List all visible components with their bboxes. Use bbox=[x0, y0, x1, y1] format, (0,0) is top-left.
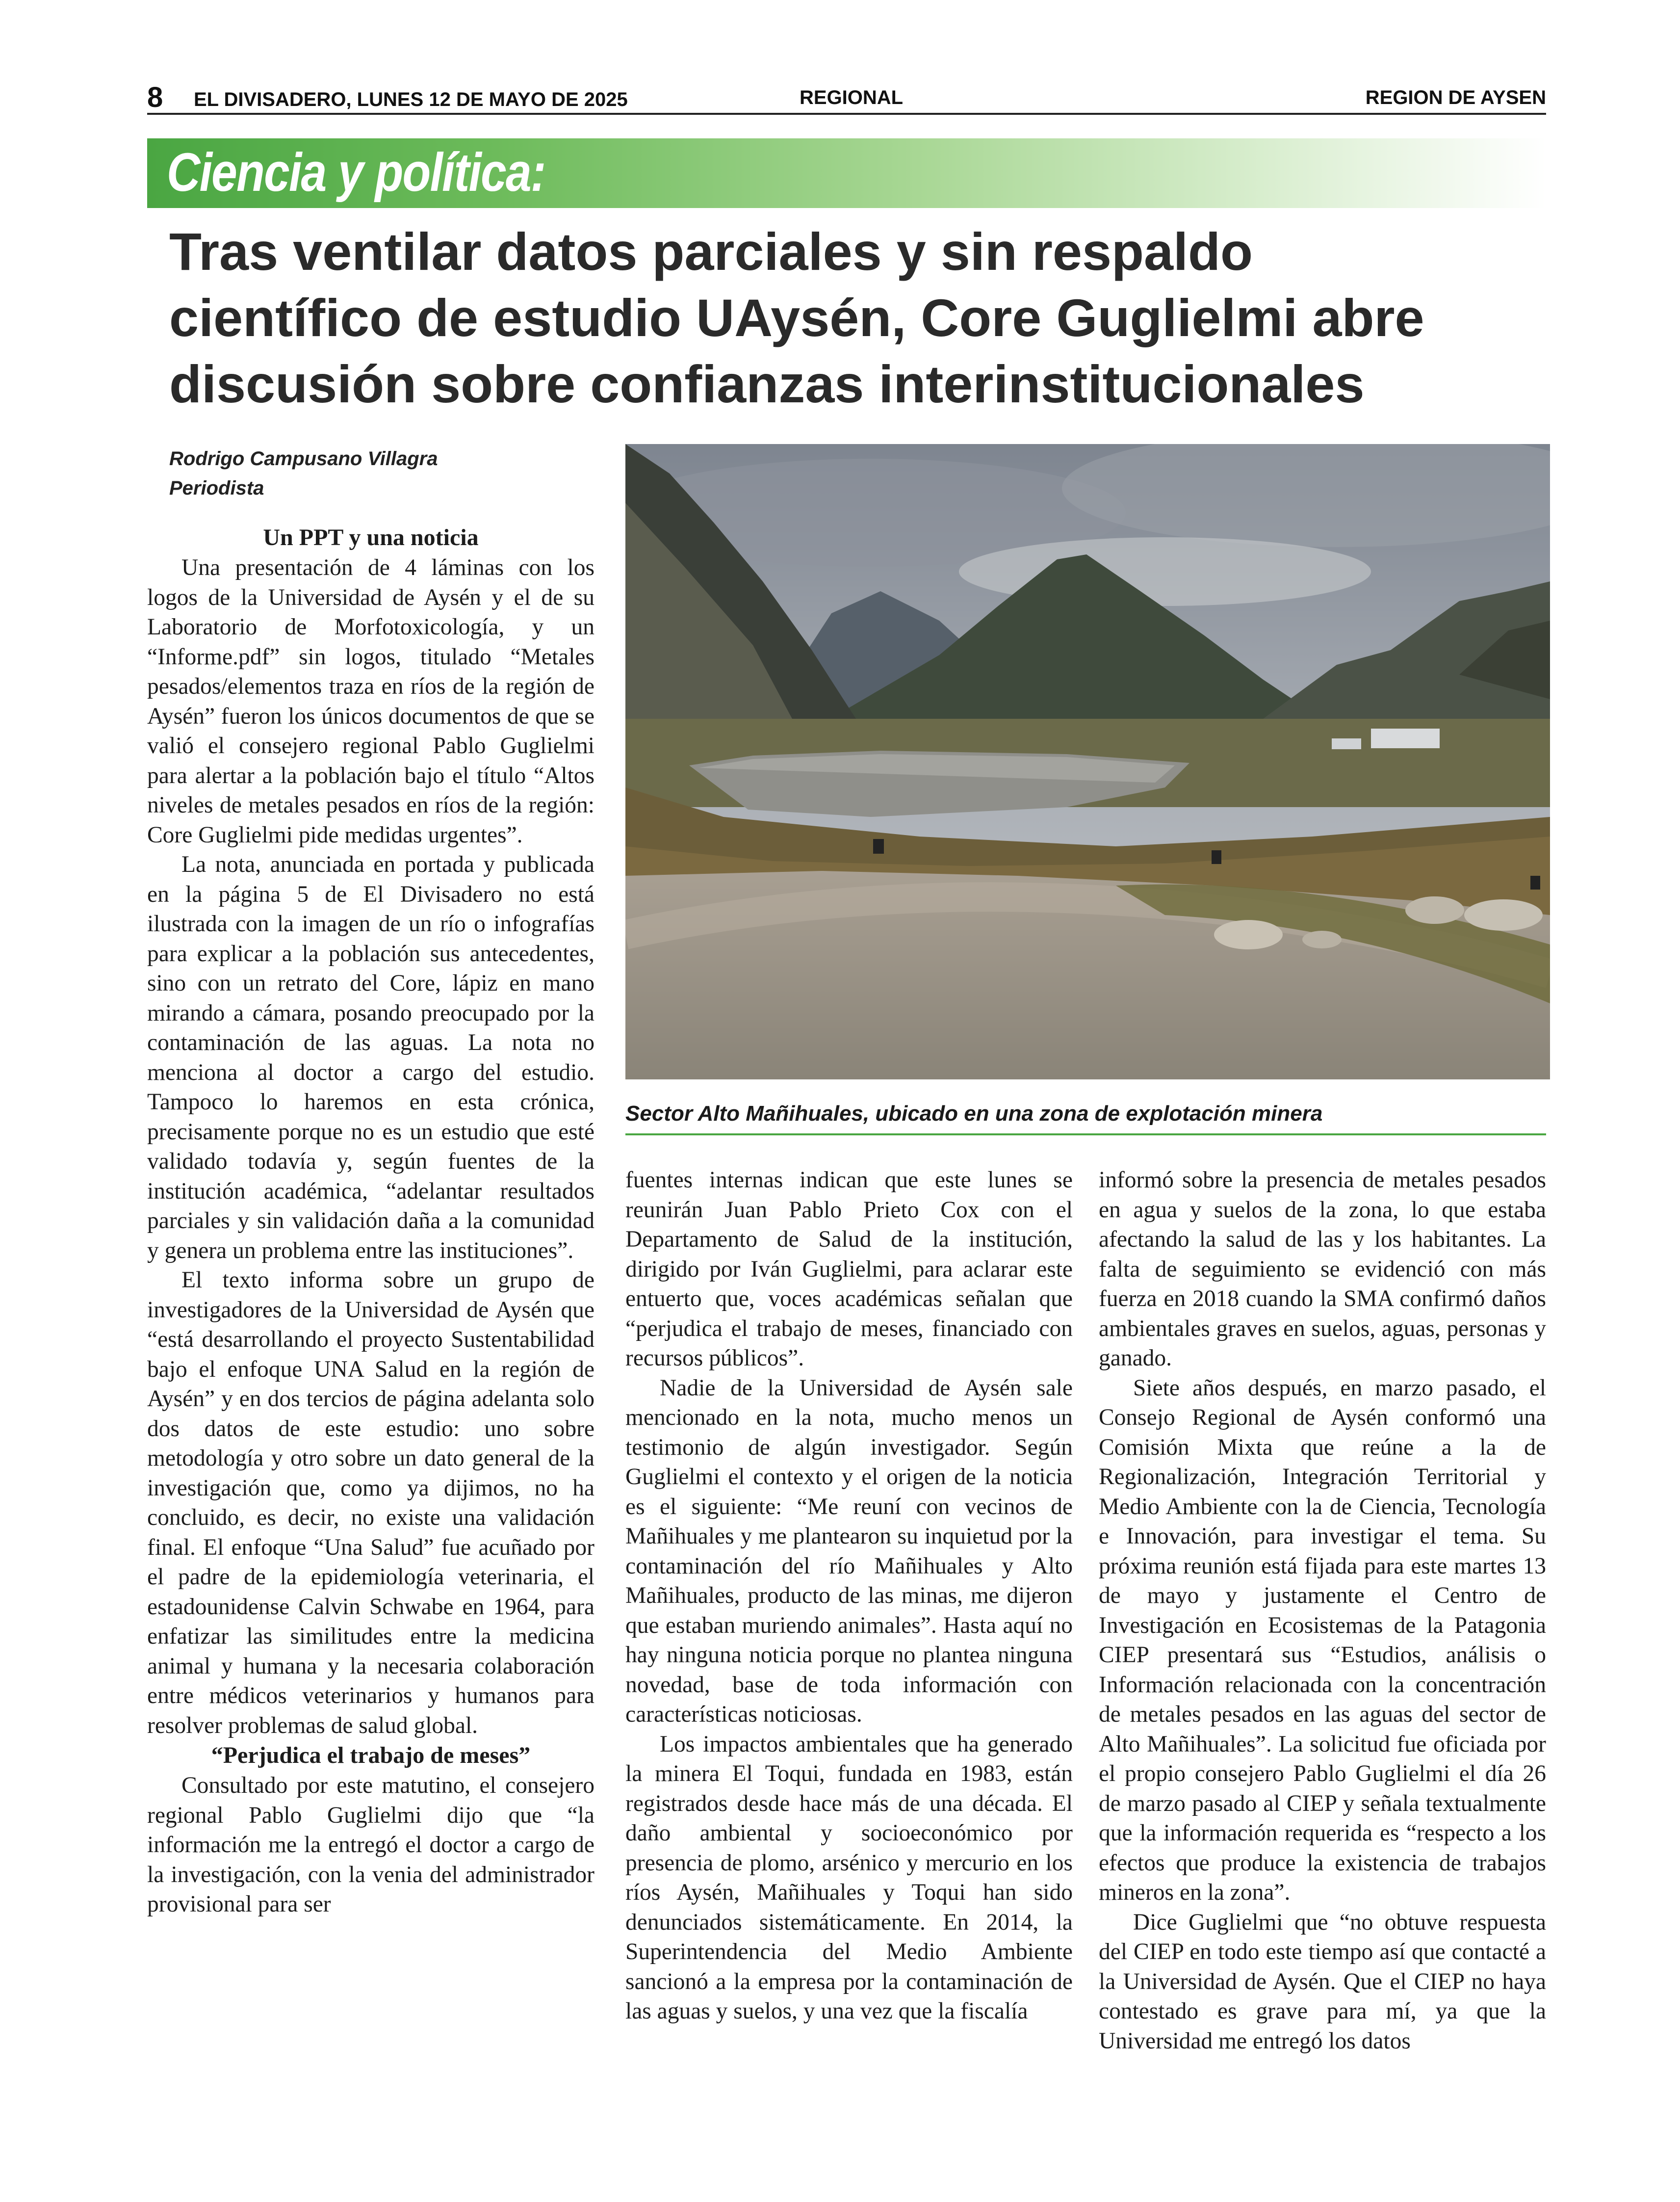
headline bbox=[169, 218, 1533, 417]
kicker: Ciencia y política: bbox=[167, 142, 545, 203]
paragraph: Consultado por este matutino, el consejero regional Pablo Guglielmi dijo que “la información me la entregó el doctor a cargo de la investigación, con la venia del administrador provisional para ser bbox=[147, 1773, 594, 1917]
kicker-band bbox=[147, 138, 1546, 208]
paragraph: La nota, anunciada en portada y publicada en la página 5 de El Divisadero no está ilustrada con la imagen de un río o infografías para explicar a la población sus antecedentes, sino con un retrato del Core, lápiz en mano mirando a cámara, posando preocupado por la contaminación de las aguas. La nota no menciona al doctor a cargo del estudio. Tampoco lo haremos en esta crónica, precisamente porque no es un estudio que esté validado todavía y, según fuentes de la institución académica, “adelantar resultados parciales y sin validación daña a la comunidad y genera un problema entre las instituciones”. bbox=[147, 852, 594, 1263]
paragraph: El texto informa sobre un grupo de investigadores de la Universidad de Aysén que “está desarrollando el proyecto Sustentabilidad bajo el enfoque UNA Salud en la región de Aysén” y en dos tercios de página adelanta solo dos datos de este estudio: uno sobre metodología y otro sobre un dato general de la investigación que, como ya dijimos, no ha concluido, es decir, no existe una validación final. El enfoque “Una Salud” fue acuñado por el padre de la epidemiología veterinaria, el estadounidense Calvin Schwabe en 1964, para enfatizar las similitudes entre la medicina animal y humana y la necesaria colaboración entre médicos veterinarios y humanos para resolver problemas de salud global. bbox=[147, 1267, 594, 1738]
page-header bbox=[147, 81, 1546, 115]
newspaper-date: EL DIVISADERO, LUNES 12 DE MAYO DE 2025 bbox=[194, 89, 628, 110]
subhead: “Perjudica el trabajo de meses” bbox=[211, 1742, 531, 1768]
headline-line-1: Tras ventilar datos parciales y sin respaldo bbox=[169, 222, 1253, 281]
paragraph: informó sobre la presencia de metales pesados en agua y suelos de la zona, lo que estaba afectando la salud de las y los habitantes. La falta de seguimiento se evidenció con más fuerza en 2018 cuando la SMA confirmó daños ambientales graves en suelos, aguas, personas y ganado. bbox=[1099, 1167, 1546, 1371]
paragraph: Los impactos ambientales que ha generado la minera El Toqui, fundada en 1983, están registrados desde hace más de una década. El daño ambiental y socioeconómico por presencia de plomo, arsénico y mercurio en los ríos Aysén, Mañihuales y Toqui han sido denunciados sistemáticamente. En 2014, la Superintendencia del Medio Ambiente sancionó a la empresa por la contaminación de las aguas y suelos, y una vez que la fiscalía bbox=[625, 1731, 1073, 2024]
byline bbox=[169, 444, 438, 503]
region-label: REGION DE AYSEN bbox=[1365, 87, 1546, 108]
paragraph: Una presentación de 4 láminas con los logos de la Universidad de Aysén y el de su Laboratorio de Morfotoxicología, y un “Informe.pdf” sin logos, titulado “Metales pesados/elementos traza en ríos de la región de Aysén” fueron los únicos documentos de que se valió el consejero regional Pablo Guglielmi para alertar a la población bajo el título “Altos niveles de metales pesados en ríos de la región: Core Guglielmi pide medidas urgentes”. bbox=[147, 555, 594, 848]
section-label: REGIONAL bbox=[800, 87, 904, 108]
author-name: Rodrigo Campusano Villagra bbox=[169, 448, 438, 470]
paragraph: Dice Guglielmi que “no obtuve respuesta del CIEP en todo este tiempo así que contacté a la Universidad de Aysén. Que el CIEP no haya contestado es grave para mí, ya que la Universidad me entregó los datos bbox=[1099, 1909, 1546, 2054]
paragraph: fuentes internas indican que este lunes se reunirán Juan Pablo Prieto Cox con el Departamento de Salud de la institución, dirigido por Iván Guglielmi, para aclarar este entuerto que, voces académicas señalan que “perjudica el trabajo de meses, financiado con recursos públicos”. bbox=[625, 1167, 1073, 1371]
page-number: 8 bbox=[147, 81, 163, 113]
article-column-3 bbox=[1099, 1165, 1546, 2136]
landscape-photo bbox=[625, 444, 1550, 1079]
author-role: Periodista bbox=[169, 477, 264, 499]
headline-line-2: científico de estudio UAysén, Core Guglielmi abre bbox=[169, 288, 1424, 347]
subhead: Un PPT y una noticia bbox=[263, 524, 479, 550]
paragraph: Nadie de la Universidad de Aysén sale mencionado en la nota, mucho menos un testimonio de algún investigador. Según Guglielmi el contexto y el origen de la noticia es el siguiente: “Me reuní con vecinos de Mañihuales y me plantearon su inquietud por la contaminación del río Mañihuales y Alto Mañihuales, producto de las minas, me dijeron que estaban muriendo animales”. Hasta aquí no hay ninguna noticia porque no plantea ninguna novedad, base de toda información con características noticiosas. bbox=[625, 1375, 1073, 1727]
photo-caption: Sector Alto Mañihuales, ubicado en una zona de explotación minera bbox=[625, 1101, 1546, 1135]
article-column-2 bbox=[625, 1165, 1073, 2136]
article-column-1 bbox=[147, 523, 594, 2136]
headline-line-3: discusión sobre confianzas interinstitucionales bbox=[169, 354, 1365, 414]
paragraph: Siete años después, en marzo pasado, el Consejo Regional de Aysén conformó una Comisión Mixta que reúne a la de Regionalización, Integración Territorial y Medio Ambiente con la de Ciencia, Tecnología e Innovación, para investigar el tema. Su próxima reunión está fijada para este martes 13 de mayo y justamente el Centro de Investigación en Ecosistemas de la Patagonia CIEP presentará sus “Estudios, análisis o Información relacionada con la concentración de metales pesados en las aguas del sector de Alto Mañihuales”. La solicitud fue oficiada por el propio consejero Pablo Guglielmi el día 26 de marzo pasado al CIEP y señala textualmente que la información requerida es “respecto a los efectos que produce la existencia de trabajos mineros en la zona”. bbox=[1099, 1375, 1546, 1905]
